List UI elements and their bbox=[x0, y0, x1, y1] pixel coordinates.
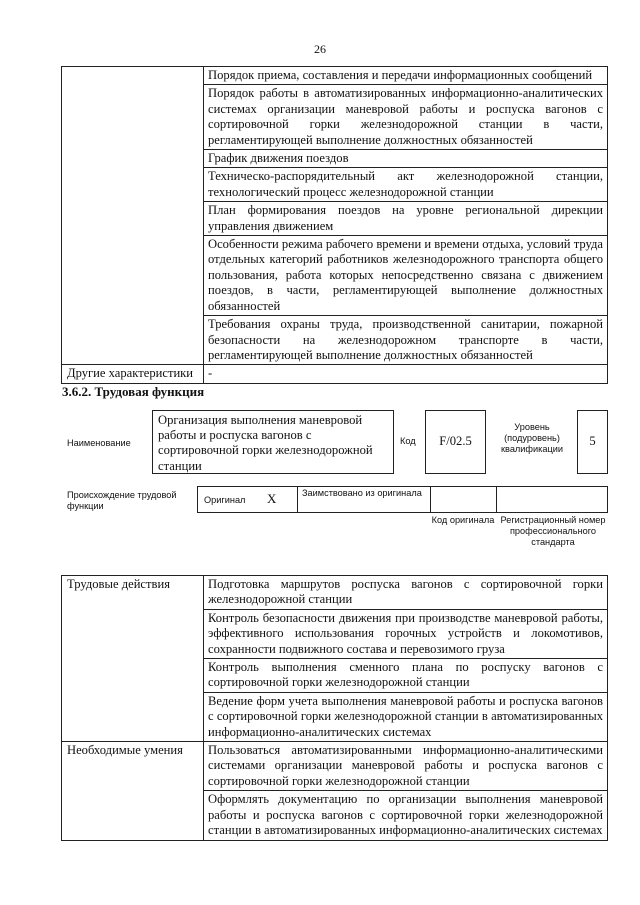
name-label: Наименование bbox=[67, 438, 131, 448]
table-cell: Контроль безопасности движения при производстве маневровой работы, эффективного использования горочных устройств и локомотивов, сохранности подвижного состава и перевозимого груза bbox=[204, 609, 608, 658]
table-cell: Подготовка маршрутов роспуска вагонов с сортировочной горки железнодорожной станции bbox=[204, 576, 608, 610]
function-name-box bbox=[152, 410, 394, 474]
other-characteristics-label: Другие характеристики bbox=[62, 365, 204, 383]
reg-number-caption: Регистрационный номер профессионального стандарта bbox=[500, 515, 606, 547]
level-label: Уровень (подуровень) квалификации bbox=[501, 422, 563, 454]
row-label-empty bbox=[62, 67, 204, 365]
table-row bbox=[62, 365, 608, 383]
function-name-value: Организация выполнения маневровой работы и роспуска вагонов с сортировочной горки железнодорожной станции bbox=[158, 413, 373, 473]
table-cell: Особенности режима рабочего времени и времени отдыха, условий труда отдельных категорий работников железнодорожного транспорта общего пользования, работа которых непосредственно связана с движением поездов, в части, регламентирующей выполнение должностных обязанностей bbox=[204, 236, 608, 316]
borrowed-label: Заимствовано из оригинала bbox=[302, 488, 422, 498]
page-number: 26 bbox=[314, 42, 326, 56]
table-row bbox=[62, 576, 608, 610]
original-label: Оригинал bbox=[204, 495, 246, 505]
other-characteristics-value: - bbox=[204, 365, 608, 383]
table-cell: Порядок работы в автоматизированных информационно-аналитических системах организации маневровой работы и роспуска вагонов с сортировочной горки железнодорожной станции в части, регламентирующей выполнение должностных обязанностей bbox=[204, 85, 608, 150]
original-mark: X bbox=[267, 491, 277, 506]
table-cell: Контроль выполнения сменного плана по роспуску вагонов с сортировочной горки железнодорожной станции bbox=[204, 659, 608, 693]
table-cell: Оформлять документацию по организации выполнения маневровой работы и роспуска вагонов с сортировочной горки железнодорожной станции в автоматизированных информационно-аналитических системах bbox=[204, 791, 608, 840]
labor-functions-table bbox=[61, 575, 608, 841]
table-row bbox=[62, 67, 608, 85]
level-value: 5 bbox=[589, 434, 596, 448]
table-cell: Пользоваться автоматизированными информационно-аналитическими системами организации маневровой работы и роспуска вагонов с сортировочной горки железнодорожной станции bbox=[204, 742, 608, 791]
knowledge-table bbox=[61, 66, 608, 384]
table-cell: План формирования поездов на уровне региональной дирекции управления движением bbox=[204, 202, 608, 236]
required-skills-label: Необходимые умения bbox=[62, 742, 204, 840]
table-cell: Порядок приема, составления и передачи информационных сообщений bbox=[204, 67, 608, 85]
code-label: Код bbox=[400, 436, 416, 446]
origin-row bbox=[197, 486, 608, 513]
table-cell: Требования охраны труда, производственной санитарии, пожарной безопасности на железнодорожном транспорте в части, регламентирующей выполнение должностных обязанностей bbox=[204, 316, 608, 365]
code-original-caption: Код оригинала bbox=[431, 515, 495, 525]
origin-label: Происхождение трудовой функции bbox=[67, 490, 177, 511]
table-cell: Ведение форм учета выполнения маневровой работы и роспуска вагонов с сортировочной горки железнодорожной станции в автоматизированных информационно-аналитических системах bbox=[204, 692, 608, 741]
table-cell: График движения поездов bbox=[204, 150, 608, 168]
code-value: F/02.5 bbox=[439, 434, 472, 448]
labor-actions-label: Трудовые действия bbox=[62, 576, 204, 742]
section-heading: 3.6.2. Трудовая функция bbox=[62, 384, 205, 399]
table-cell: Техническо-распорядительный акт железнодорожной станции, технологический процесс железнодорожной станции bbox=[204, 168, 608, 202]
table-row bbox=[62, 742, 608, 791]
code-box bbox=[425, 410, 486, 474]
level-box bbox=[577, 410, 608, 474]
